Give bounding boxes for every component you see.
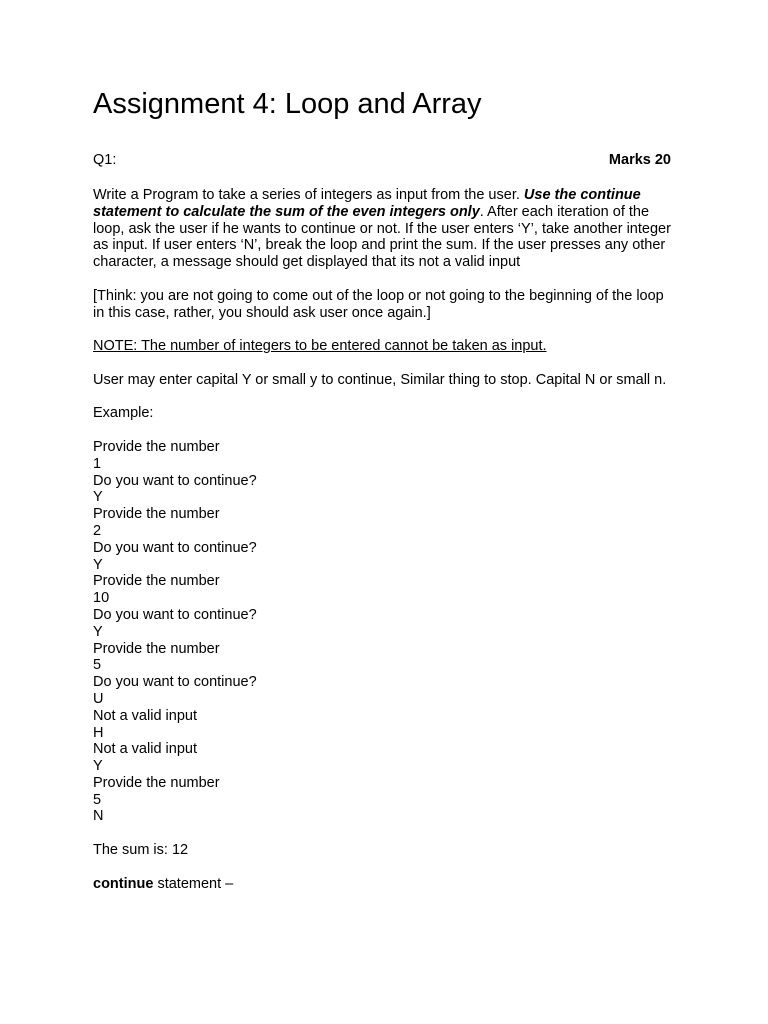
example-line: Do you want to continue? [93,539,257,556]
description-part-2: . After each iteration of the loop, ask the user if he wants to continue or not. If the user enters ‘Y’, take another integer as input. If user enters ‘N’, break the loop and print the sum. If the user presses any other character, a message should get displayed that its not a valid input [93,203,671,271]
example-line: 1 [93,455,102,472]
description-emphasis: Use the continue statement to calculate the sum of the even integers only [93,187,641,220]
example-line: U [93,690,104,707]
assignment-title: Assignment 4: Loop and Array [93,88,482,120]
example-line: Y [93,489,103,506]
example-line: Y [93,758,103,775]
example-line: Not a valid input [93,707,197,724]
continue-keyword: continue [93,875,154,892]
example-line: Do you want to continue? [93,606,257,623]
example-line: Provide the number [93,640,220,657]
example-line: Do you want to continue? [93,472,257,489]
continue-statement-heading [93,876,671,893]
note-underlined: NOTE: The number of integers to be entered cannot be taken as input. [93,338,547,355]
example-line: H [93,724,104,741]
example-line: 2 [93,522,102,539]
example-line: Do you want to continue? [93,674,257,691]
example-line: Provide the number [93,573,220,590]
example-line: Y [93,556,103,573]
user-note: User may enter capital Y or small y to continue, Similar thing to stop. Capital N or small n. [93,371,667,388]
example-line: Not a valid input [93,741,197,758]
input-note [93,338,671,355]
description-part-1: Write a Program to take a series of integers as input from the user. [93,187,524,203]
example-line: N [93,808,104,825]
continue-heading-rest: statement – [153,875,234,892]
document-page [93,86,671,909]
example-line: 10 [93,590,110,607]
example-line: 5 [93,791,102,808]
question-header [93,152,671,169]
example-output [93,439,671,825]
example-line: Provide the number [93,774,220,791]
think-note: [Think: you are not going to come out of the loop or not going to the beginning of the loop in this case, rather, you should ask user once again.] [93,287,664,321]
example-label: Example: [93,405,154,422]
example-line: Provide the number [93,506,220,523]
marks-label: Marks 20 [608,152,671,168]
question-label: Q1: [93,152,117,168]
example-line: 5 [93,657,102,674]
example-line: Provide the number [93,438,220,455]
question-description [93,187,671,271]
example-line: Y [93,623,103,640]
sum-line: The sum is: 12 [93,842,189,859]
